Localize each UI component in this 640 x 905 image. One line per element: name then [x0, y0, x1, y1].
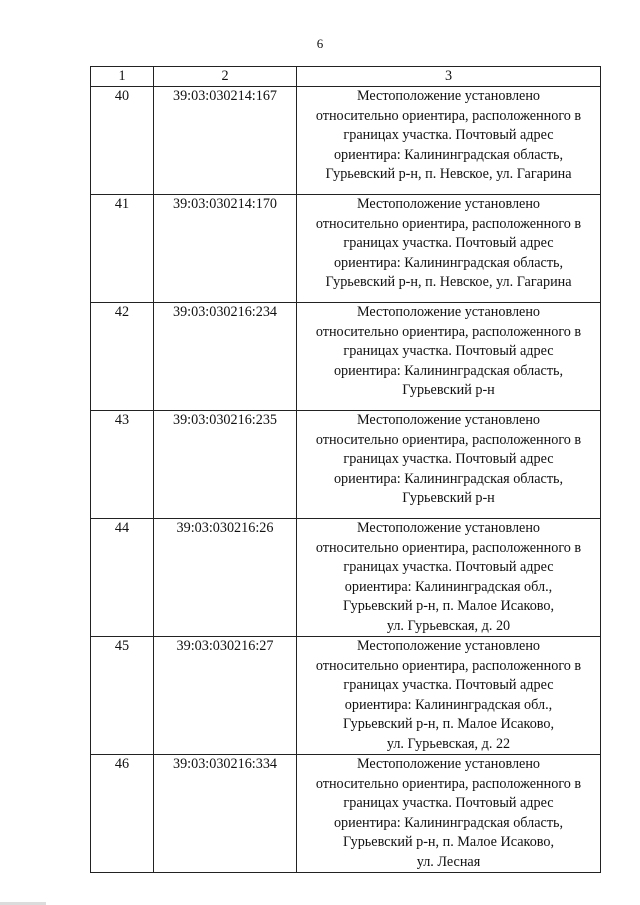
location-line: Местоположение установлено	[356, 638, 541, 654]
location-line: относительно ориентира, расположенного в	[315, 323, 582, 340]
location-description	[297, 755, 601, 873]
row-number: 42	[91, 303, 154, 411]
location-line: Местоположение установлено	[356, 88, 541, 104]
location-line: относительно ориентира, расположенного в	[315, 539, 582, 556]
location-description	[297, 303, 601, 411]
cadastral-number: 39:03:030216:26	[154, 519, 297, 637]
cadastral-number: 39:03:030216:27	[154, 637, 297, 755]
table-row	[91, 303, 601, 411]
location-line: ориентира: Калининградская область,	[333, 362, 564, 379]
location-description	[297, 637, 601, 755]
location-line: границах участка. Почтовый адрес	[343, 677, 554, 693]
table-header-row	[91, 67, 601, 87]
column-header-location: 3	[297, 67, 601, 87]
location-line: Местоположение установлено	[356, 196, 541, 212]
location-line: Местоположение установлено	[356, 520, 541, 536]
table-row	[91, 755, 601, 873]
row-number: 40	[91, 87, 154, 195]
location-line: ориентира: Калининградская обл.,	[344, 578, 553, 595]
row-number: 43	[91, 411, 154, 519]
location-line: ул. Гурьевская, д. 20	[386, 617, 511, 634]
table-row	[91, 87, 601, 195]
location-description	[297, 87, 601, 195]
location-line: Местоположение установлено	[356, 304, 541, 320]
cadastral-number: 39:03:030214:170	[154, 195, 297, 303]
location-description	[297, 195, 601, 303]
location-line: ориентира: Калининградская область,	[333, 470, 564, 487]
location-line: границах участка. Почтовый адрес	[343, 559, 554, 575]
location-description	[297, 519, 601, 637]
location-line: Гурьевский р-н, п. Невское, ул. Гагарина	[325, 166, 572, 182]
row-number: 45	[91, 637, 154, 755]
location-line: ул. Лесная	[416, 853, 481, 870]
table-row	[91, 519, 601, 637]
column-header-cadastral: 2	[154, 67, 297, 87]
location-line: Гурьевский р-н, п. Малое Исаково,	[342, 716, 555, 732]
table-row	[91, 637, 601, 755]
location-line: границах участка. Почтовый адрес	[343, 795, 554, 811]
location-line: ориентира: Калининградская область,	[333, 254, 564, 271]
location-line: относительно ориентира, расположенного в	[315, 431, 582, 448]
row-number: 41	[91, 195, 154, 303]
location-line: ориентира: Калининградская область,	[333, 814, 564, 831]
location-line: Местоположение установлено	[356, 756, 541, 772]
cadastral-number: 39:03:030216:234	[154, 303, 297, 411]
cadastral-number: 39:03:030214:167	[154, 87, 297, 195]
location-line: Гурьевский р-н, п. Малое Исаково,	[342, 834, 555, 850]
location-line: границах участка. Почтовый адрес	[343, 451, 554, 467]
table-row	[91, 195, 601, 303]
land-plots-table	[90, 66, 601, 873]
table-row	[91, 411, 601, 519]
location-line: Местоположение установлено	[356, 412, 541, 428]
row-number: 44	[91, 519, 154, 637]
location-line: границах участка. Почтовый адрес	[343, 235, 554, 251]
cadastral-number: 39:03:030216:334	[154, 755, 297, 873]
location-description	[297, 411, 601, 519]
location-line: относительно ориентира, расположенного в	[315, 215, 582, 232]
cadastral-number: 39:03:030216:235	[154, 411, 297, 519]
location-line: границах участка. Почтовый адрес	[343, 127, 554, 143]
row-number: 46	[91, 755, 154, 873]
location-line: Гурьевский р-н	[402, 490, 495, 506]
page-number: 6	[316, 36, 324, 51]
column-header-number: 1	[91, 67, 154, 87]
location-line: относительно ориентира, расположенного в	[315, 107, 582, 124]
location-line: ориентира: Калининградская область,	[333, 146, 564, 163]
location-line: относительно ориентира, расположенного в	[315, 657, 582, 674]
location-line: относительно ориентира, расположенного в	[315, 775, 582, 792]
location-line: Гурьевский р-н	[402, 382, 495, 398]
location-line: границах участка. Почтовый адрес	[343, 343, 554, 359]
location-line: Гурьевский р-н, п. Малое Исаково,	[342, 598, 555, 614]
location-line: ориентира: Калининградская обл.,	[344, 696, 553, 713]
location-line: ул. Гурьевская, д. 22	[386, 735, 511, 752]
location-line: Гурьевский р-н, п. Невское, ул. Гагарина	[325, 274, 572, 290]
